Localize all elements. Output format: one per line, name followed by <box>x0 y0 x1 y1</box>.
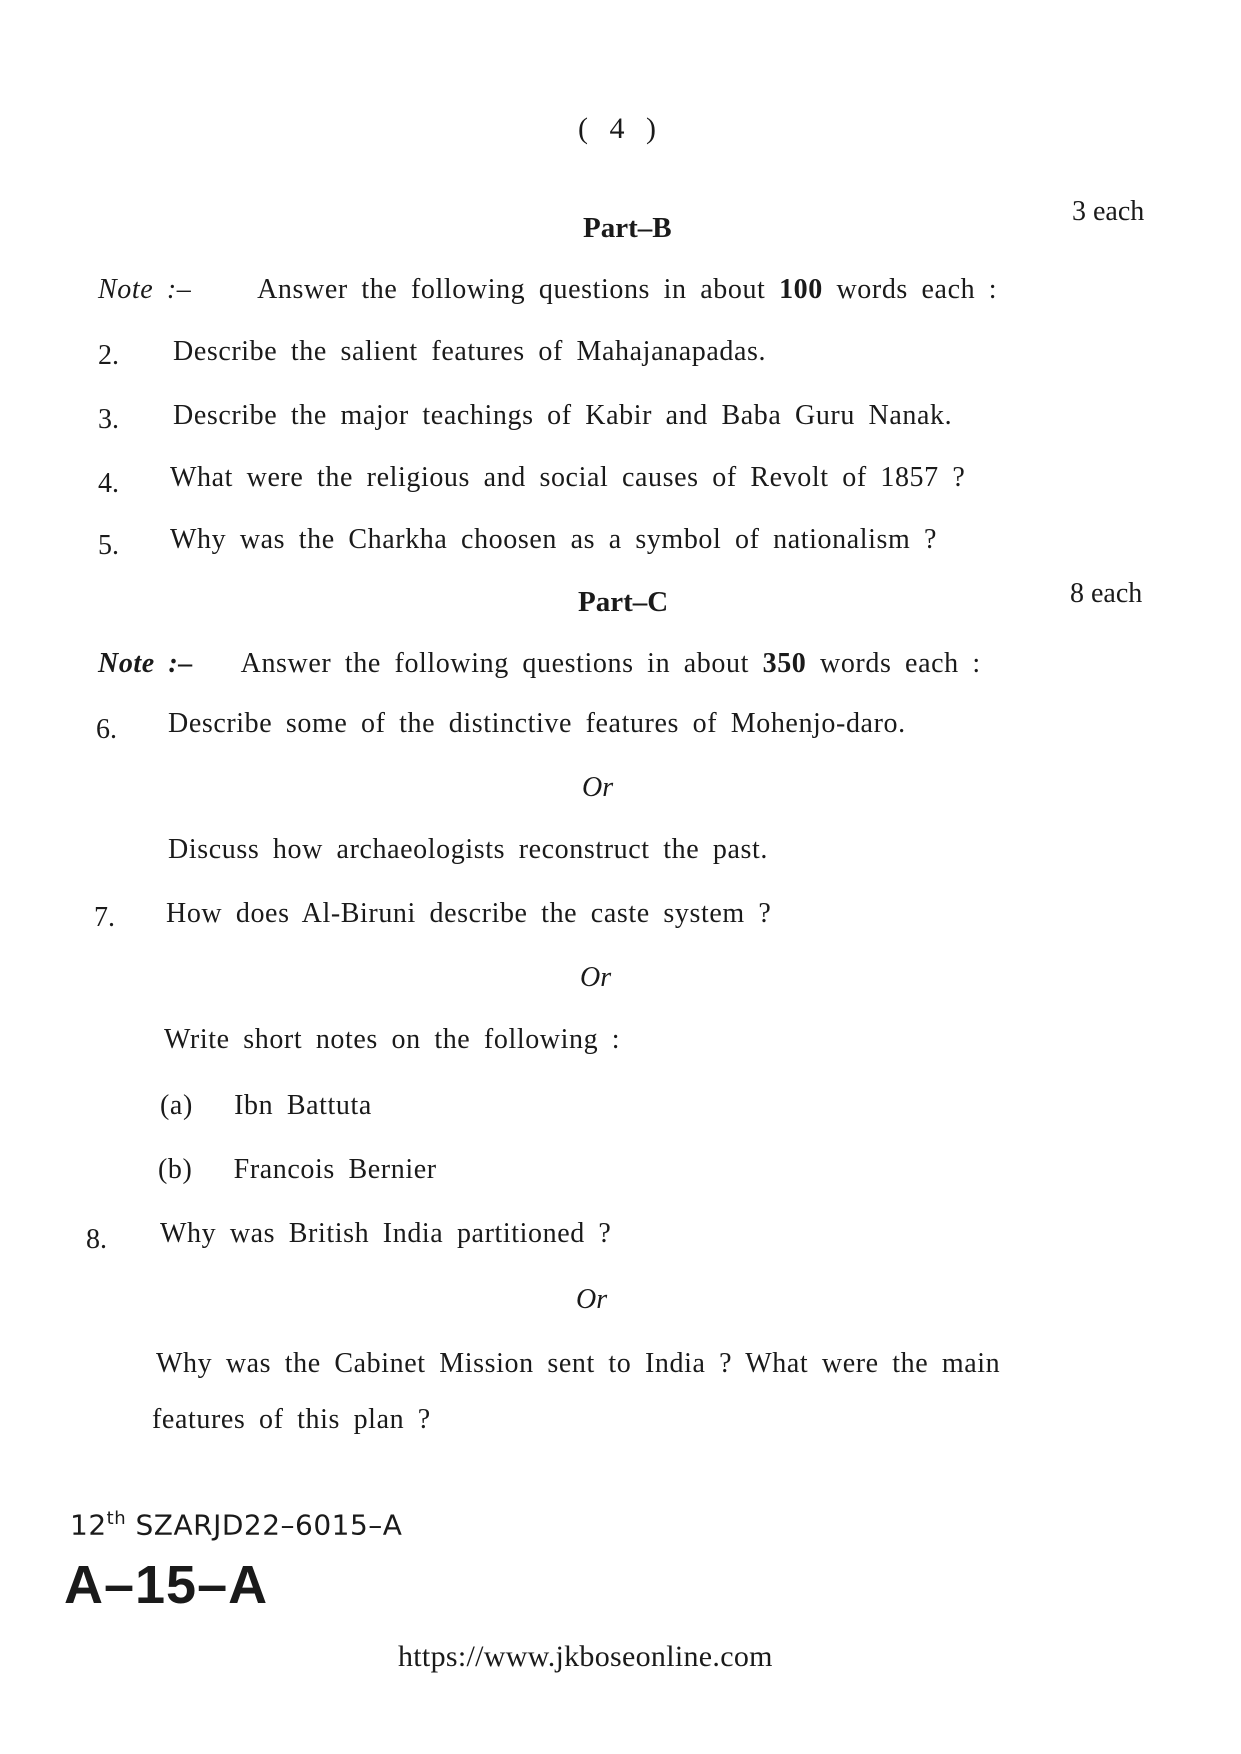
class-number: 12 <box>70 1508 107 1542</box>
question-text: What were the religious and social causes of Revolt of 1857 ? <box>170 462 966 493</box>
note-text: Answer the following questions in about <box>240 648 749 679</box>
part-b-marks: 3 each <box>1072 196 1145 227</box>
part-b-note <box>98 274 997 306</box>
question-text: Describe some of the distinctive features of Mohenjo-daro. <box>168 708 906 739</box>
part-c-note <box>98 648 981 680</box>
note-text-end: words each : <box>820 648 981 679</box>
part-c-marks: 8 each <box>1070 578 1143 609</box>
note-label: Note :– <box>98 648 193 679</box>
sub-question-b <box>158 1154 437 1186</box>
part-c-title: Part–C <box>578 586 669 618</box>
question-text: Describe the major teachings of Kabir and Baba Guru Nanak. <box>173 400 953 431</box>
alternative-question: Write short notes on the following : <box>164 1024 621 1055</box>
or-separator: Or <box>580 962 612 993</box>
class-suffix: th <box>106 1508 127 1529</box>
sub-text: Ibn Battuta <box>234 1090 372 1121</box>
alternative-question-line-2: features of this plan ? <box>152 1404 431 1435</box>
sub-question-a <box>160 1090 372 1122</box>
sub-label: (a) <box>160 1090 193 1121</box>
note-text-end: words each : <box>836 274 998 305</box>
question-text: How does Al-Biruni describe the caste system ? <box>166 898 772 929</box>
part-b-title: Part–B <box>583 212 672 244</box>
question-text: Describe the salient features of Mahajanapadas. <box>173 336 767 367</box>
note-word-count: 100 <box>779 274 823 305</box>
series-code: A–15–A <box>64 1555 269 1615</box>
question-number: 5. <box>98 530 119 561</box>
or-separator: Or <box>576 1284 608 1315</box>
sub-text: Francois Bernier <box>233 1154 437 1185</box>
question-text: Why was the Charkha choosen as a symbol of nationalism ? <box>170 524 937 555</box>
page-number: ( 4 ) <box>578 112 656 145</box>
question-number: 3. <box>98 404 119 435</box>
question-number: 6. <box>96 714 117 745</box>
alternative-question-line-1: Why was the Cabinet Mission sent to India ? What were the main <box>156 1348 1001 1379</box>
or-separator: Or <box>582 772 614 803</box>
paper-code-text: SZARJD22–6015–A <box>135 1508 403 1542</box>
note-word-count: 350 <box>762 648 807 679</box>
note-text: Answer the following questions in about <box>257 274 766 305</box>
paper-code <box>70 1508 402 1541</box>
sub-label: (b) <box>158 1154 193 1185</box>
alternative-question: Discuss how archaeologists reconstruct the past. <box>168 834 769 865</box>
source-url: https://www.jkboseonline.com <box>398 1640 773 1673</box>
question-number: 4. <box>98 468 119 499</box>
question-number: 8. <box>86 1224 107 1255</box>
note-label: Note :– <box>98 274 192 305</box>
question-number: 2. <box>98 340 119 371</box>
question-number: 7. <box>94 902 115 933</box>
question-text: Why was British India partitioned ? <box>160 1218 612 1249</box>
